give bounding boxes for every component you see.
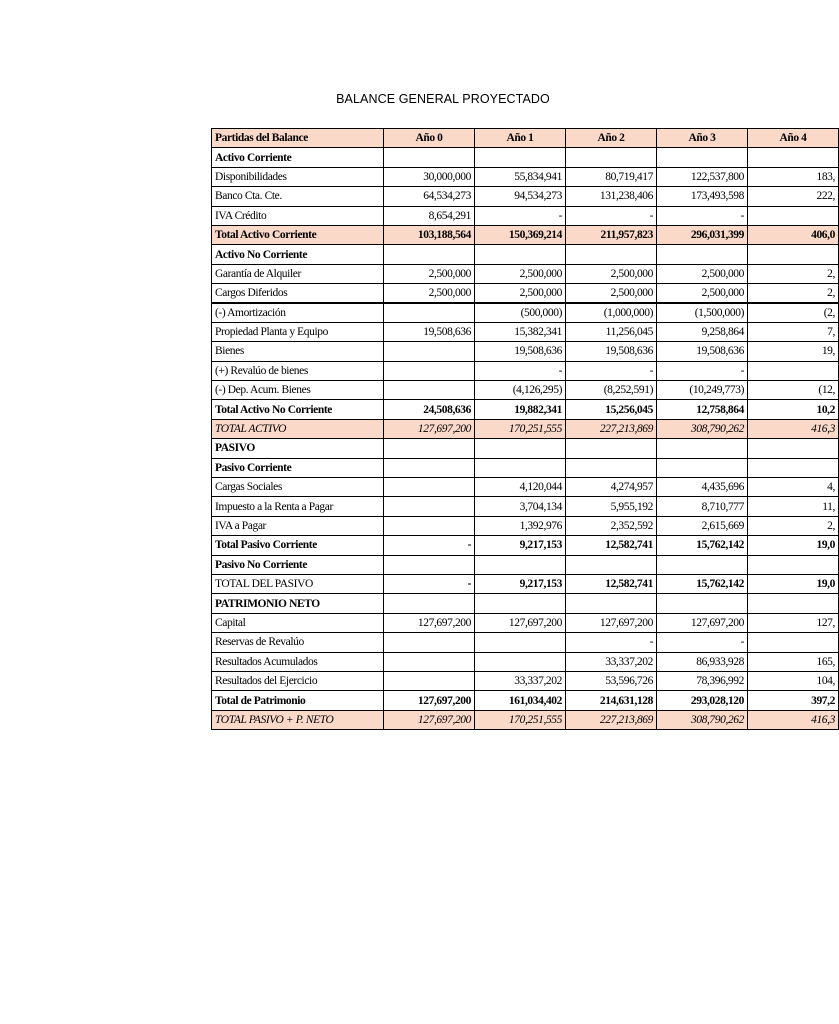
value-cell: 103,188,564 <box>384 225 475 244</box>
value-cell: 2,500,000 <box>657 284 748 303</box>
table-row <box>212 710 839 729</box>
value-cell: (10,249,773) <box>657 381 748 400</box>
row-label: Disponibilidades <box>212 167 384 186</box>
value-cell: 7, <box>748 322 839 341</box>
column-header: Año 1 <box>475 129 566 148</box>
value-cell: 33,337,202 <box>566 652 657 671</box>
row-label: Total Activo Corriente <box>212 225 384 244</box>
row-label: IVA a Pagar <box>212 516 384 535</box>
value-cell <box>475 245 566 264</box>
balance-table <box>211 128 839 730</box>
table-row <box>212 148 839 167</box>
column-header: Año 4 <box>748 129 839 148</box>
table-row <box>212 516 839 535</box>
value-cell: 15,256,045 <box>566 400 657 419</box>
table-row <box>212 245 839 264</box>
row-label: (-) Amortización <box>212 303 384 322</box>
value-cell <box>384 342 475 361</box>
table-row <box>212 671 839 690</box>
table-row <box>212 574 839 593</box>
table-row <box>212 284 839 303</box>
value-cell: 33,337,202 <box>475 671 566 690</box>
row-label: (-) Dep. Acum. Bienes <box>212 381 384 400</box>
value-cell: 416,3 <box>748 710 839 729</box>
table-header-row <box>212 129 839 148</box>
value-cell: 15,762,142 <box>657 536 748 555</box>
value-cell: 127,697,200 <box>384 691 475 710</box>
row-label: Garantía de Alquiler <box>212 264 384 283</box>
value-cell: 19, <box>748 342 839 361</box>
row-label: IVA Crédito <box>212 206 384 225</box>
value-cell: 2,500,000 <box>384 264 475 283</box>
table-row <box>212 342 839 361</box>
value-cell: 127,697,200 <box>384 419 475 438</box>
table-row <box>212 303 839 322</box>
value-cell: (8,252,591) <box>566 381 657 400</box>
value-cell: 2,500,000 <box>566 264 657 283</box>
value-cell: 2,500,000 <box>475 284 566 303</box>
value-cell: 2,500,000 <box>384 284 475 303</box>
value-cell: 296,031,399 <box>657 225 748 244</box>
value-cell: - <box>566 633 657 652</box>
table-row <box>212 225 839 244</box>
value-cell: 19,508,636 <box>566 342 657 361</box>
value-cell <box>384 245 475 264</box>
value-cell: (500,000) <box>475 303 566 322</box>
table-row <box>212 187 839 206</box>
value-cell: (12, <box>748 381 839 400</box>
value-cell: - <box>566 206 657 225</box>
value-cell <box>566 245 657 264</box>
value-cell: 227,213,869 <box>566 419 657 438</box>
row-label: Propiedad Planta y Equipo <box>212 322 384 341</box>
row-label: Activo Corriente <box>212 148 384 167</box>
row-label: Resultados Acumulados <box>212 652 384 671</box>
value-cell: 19,882,341 <box>475 400 566 419</box>
value-cell: 308,790,262 <box>657 710 748 729</box>
value-cell: 19,508,636 <box>384 322 475 341</box>
table-row <box>212 206 839 225</box>
value-cell <box>657 148 748 167</box>
row-label: Impuesto a la Renta a Pagar <box>212 497 384 516</box>
value-cell: 94,534,273 <box>475 187 566 206</box>
document-title: BALANCE GENERAL PROYECTADO <box>336 92 550 106</box>
value-cell: 173,493,598 <box>657 187 748 206</box>
value-cell: 11, <box>748 497 839 516</box>
value-cell: - <box>475 206 566 225</box>
value-cell <box>657 245 748 264</box>
value-cell <box>475 458 566 477</box>
value-cell <box>384 361 475 380</box>
value-cell: (4,126,295) <box>475 381 566 400</box>
value-cell <box>475 652 566 671</box>
value-cell: 3,704,134 <box>475 497 566 516</box>
value-cell: 10,2 <box>748 400 839 419</box>
value-cell <box>748 633 839 652</box>
value-cell <box>475 594 566 613</box>
row-label: (+) Revalúo de bienes <box>212 361 384 380</box>
value-cell: 9,217,153 <box>475 574 566 593</box>
value-cell <box>748 555 839 574</box>
value-cell <box>748 458 839 477</box>
balance-sheet-viewport <box>211 128 835 732</box>
value-cell <box>566 458 657 477</box>
table-row <box>212 652 839 671</box>
value-cell: - <box>657 633 748 652</box>
value-cell: 308,790,262 <box>657 419 748 438</box>
value-cell: 5,955,192 <box>566 497 657 516</box>
value-cell: 15,382,341 <box>475 322 566 341</box>
value-cell <box>748 439 839 458</box>
value-cell: 2,615,669 <box>657 516 748 535</box>
value-cell <box>475 555 566 574</box>
value-cell: 397,2 <box>748 691 839 710</box>
row-label: Total Activo No Corriente <box>212 400 384 419</box>
value-cell <box>384 478 475 497</box>
value-cell <box>384 652 475 671</box>
value-cell: 2, <box>748 264 839 283</box>
value-cell <box>657 555 748 574</box>
value-cell: 8,710,777 <box>657 497 748 516</box>
table-row <box>212 633 839 652</box>
value-cell: - <box>657 206 748 225</box>
value-cell: (1,000,000) <box>566 303 657 322</box>
value-cell: 211,957,823 <box>566 225 657 244</box>
table-row <box>212 555 839 574</box>
value-cell <box>748 206 839 225</box>
value-cell: 11,256,045 <box>566 322 657 341</box>
value-cell: 2,500,000 <box>475 264 566 283</box>
value-cell: 4,274,957 <box>566 478 657 497</box>
value-cell <box>748 148 839 167</box>
row-label: Reservas de Revalúo <box>212 633 384 652</box>
value-cell: 19,508,636 <box>475 342 566 361</box>
value-cell <box>384 497 475 516</box>
value-cell: 127,697,200 <box>475 613 566 632</box>
value-cell <box>748 245 839 264</box>
row-label: TOTAL PASIVO + P. NETO <box>212 710 384 729</box>
value-cell <box>384 594 475 613</box>
table-row <box>212 361 839 380</box>
value-cell: 9,217,153 <box>475 536 566 555</box>
value-cell: 4,435,696 <box>657 478 748 497</box>
value-cell <box>384 381 475 400</box>
value-cell <box>475 633 566 652</box>
value-cell: 214,631,128 <box>566 691 657 710</box>
value-cell: 12,582,741 <box>566 536 657 555</box>
value-cell: 416,3 <box>748 419 839 438</box>
value-cell <box>566 594 657 613</box>
row-label: Resultados del Ejercicio <box>212 671 384 690</box>
row-label: Total Pasivo Corriente <box>212 536 384 555</box>
value-cell: 2,352,592 <box>566 516 657 535</box>
value-cell: 2, <box>748 516 839 535</box>
value-cell <box>384 555 475 574</box>
value-cell <box>384 439 475 458</box>
value-cell: 8,654,291 <box>384 206 475 225</box>
value-cell <box>748 594 839 613</box>
value-cell <box>566 555 657 574</box>
row-label: TOTAL ACTIVO <box>212 419 384 438</box>
value-cell <box>566 148 657 167</box>
value-cell <box>384 671 475 690</box>
column-header: Año 0 <box>384 129 475 148</box>
value-cell: 12,582,741 <box>566 574 657 593</box>
row-label: Cargos Diferidos <box>212 284 384 303</box>
value-cell: 183, <box>748 167 839 186</box>
value-cell: 80,719,417 <box>566 167 657 186</box>
table-row <box>212 264 839 283</box>
value-cell: 53,596,726 <box>566 671 657 690</box>
table-row <box>212 613 839 632</box>
value-cell: 78,396,992 <box>657 671 748 690</box>
value-cell: 222, <box>748 187 839 206</box>
value-cell: 170,251,555 <box>475 710 566 729</box>
table-row <box>212 381 839 400</box>
table-row <box>212 458 839 477</box>
value-cell: 170,251,555 <box>475 419 566 438</box>
value-cell <box>748 361 839 380</box>
row-label: Cargas Sociales <box>212 478 384 497</box>
value-cell: 131,238,406 <box>566 187 657 206</box>
value-cell: - <box>384 574 475 593</box>
value-cell <box>384 458 475 477</box>
value-cell <box>384 633 475 652</box>
balance-table-body <box>212 129 839 730</box>
value-cell <box>657 439 748 458</box>
table-row <box>212 322 839 341</box>
value-cell <box>475 148 566 167</box>
row-label: Activo No Corriente <box>212 245 384 264</box>
value-cell: 12,758,864 <box>657 400 748 419</box>
value-cell: 19,0 <box>748 574 839 593</box>
value-cell <box>566 439 657 458</box>
value-cell: 161,034,402 <box>475 691 566 710</box>
value-cell: 86,933,928 <box>657 652 748 671</box>
value-cell: - <box>384 536 475 555</box>
value-cell: 30,000,000 <box>384 167 475 186</box>
row-label: Pasivo Corriente <box>212 458 384 477</box>
value-cell <box>475 439 566 458</box>
table-row <box>212 439 839 458</box>
row-label: PATRIMONIO NETO <box>212 594 384 613</box>
table-row <box>212 419 839 438</box>
table-row <box>212 691 839 710</box>
value-cell: 293,028,120 <box>657 691 748 710</box>
row-label: Total de Patrimonio <box>212 691 384 710</box>
value-cell: 150,369,214 <box>475 225 566 244</box>
value-cell <box>384 148 475 167</box>
value-cell: 4, <box>748 478 839 497</box>
value-cell: 15,762,142 <box>657 574 748 593</box>
row-label: PASIVO <box>212 439 384 458</box>
value-cell: 4,120,044 <box>475 478 566 497</box>
column-header: Año 2 <box>566 129 657 148</box>
value-cell: 227,213,869 <box>566 710 657 729</box>
value-cell: 406,0 <box>748 225 839 244</box>
row-label: Bienes <box>212 342 384 361</box>
value-cell: - <box>657 361 748 380</box>
value-cell <box>657 458 748 477</box>
table-row <box>212 497 839 516</box>
value-cell: 127,697,200 <box>384 710 475 729</box>
column-header: Partidas del Balance <box>212 129 384 148</box>
value-cell: 64,534,273 <box>384 187 475 206</box>
table-row <box>212 400 839 419</box>
table-row <box>212 536 839 555</box>
value-cell: 127,697,200 <box>657 613 748 632</box>
value-cell: 2,500,000 <box>566 284 657 303</box>
row-label: Capital <box>212 613 384 632</box>
value-cell: 9,258,864 <box>657 322 748 341</box>
value-cell: 19,0 <box>748 536 839 555</box>
value-cell <box>384 516 475 535</box>
value-cell <box>657 594 748 613</box>
row-label: Pasivo No Corriente <box>212 555 384 574</box>
value-cell: - <box>475 361 566 380</box>
value-cell: 165, <box>748 652 839 671</box>
column-header: Año 3 <box>657 129 748 148</box>
value-cell: (1,500,000) <box>657 303 748 322</box>
value-cell: - <box>566 361 657 380</box>
value-cell: 127,697,200 <box>566 613 657 632</box>
value-cell: 19,508,636 <box>657 342 748 361</box>
value-cell: 127,697,200 <box>384 613 475 632</box>
table-row <box>212 594 839 613</box>
value-cell: 104, <box>748 671 839 690</box>
value-cell: 2,500,000 <box>657 264 748 283</box>
value-cell: 2, <box>748 284 839 303</box>
value-cell: 122,537,800 <box>657 167 748 186</box>
value-cell <box>384 303 475 322</box>
value-cell: 55,834,941 <box>475 167 566 186</box>
table-row <box>212 478 839 497</box>
value-cell: 24,508,636 <box>384 400 475 419</box>
value-cell: 1,392,976 <box>475 516 566 535</box>
value-cell: (2, <box>748 303 839 322</box>
table-row <box>212 167 839 186</box>
value-cell: 127, <box>748 613 839 632</box>
row-label: Banco Cta. Cte. <box>212 187 384 206</box>
row-label: TOTAL DEL PASIVO <box>212 574 384 593</box>
